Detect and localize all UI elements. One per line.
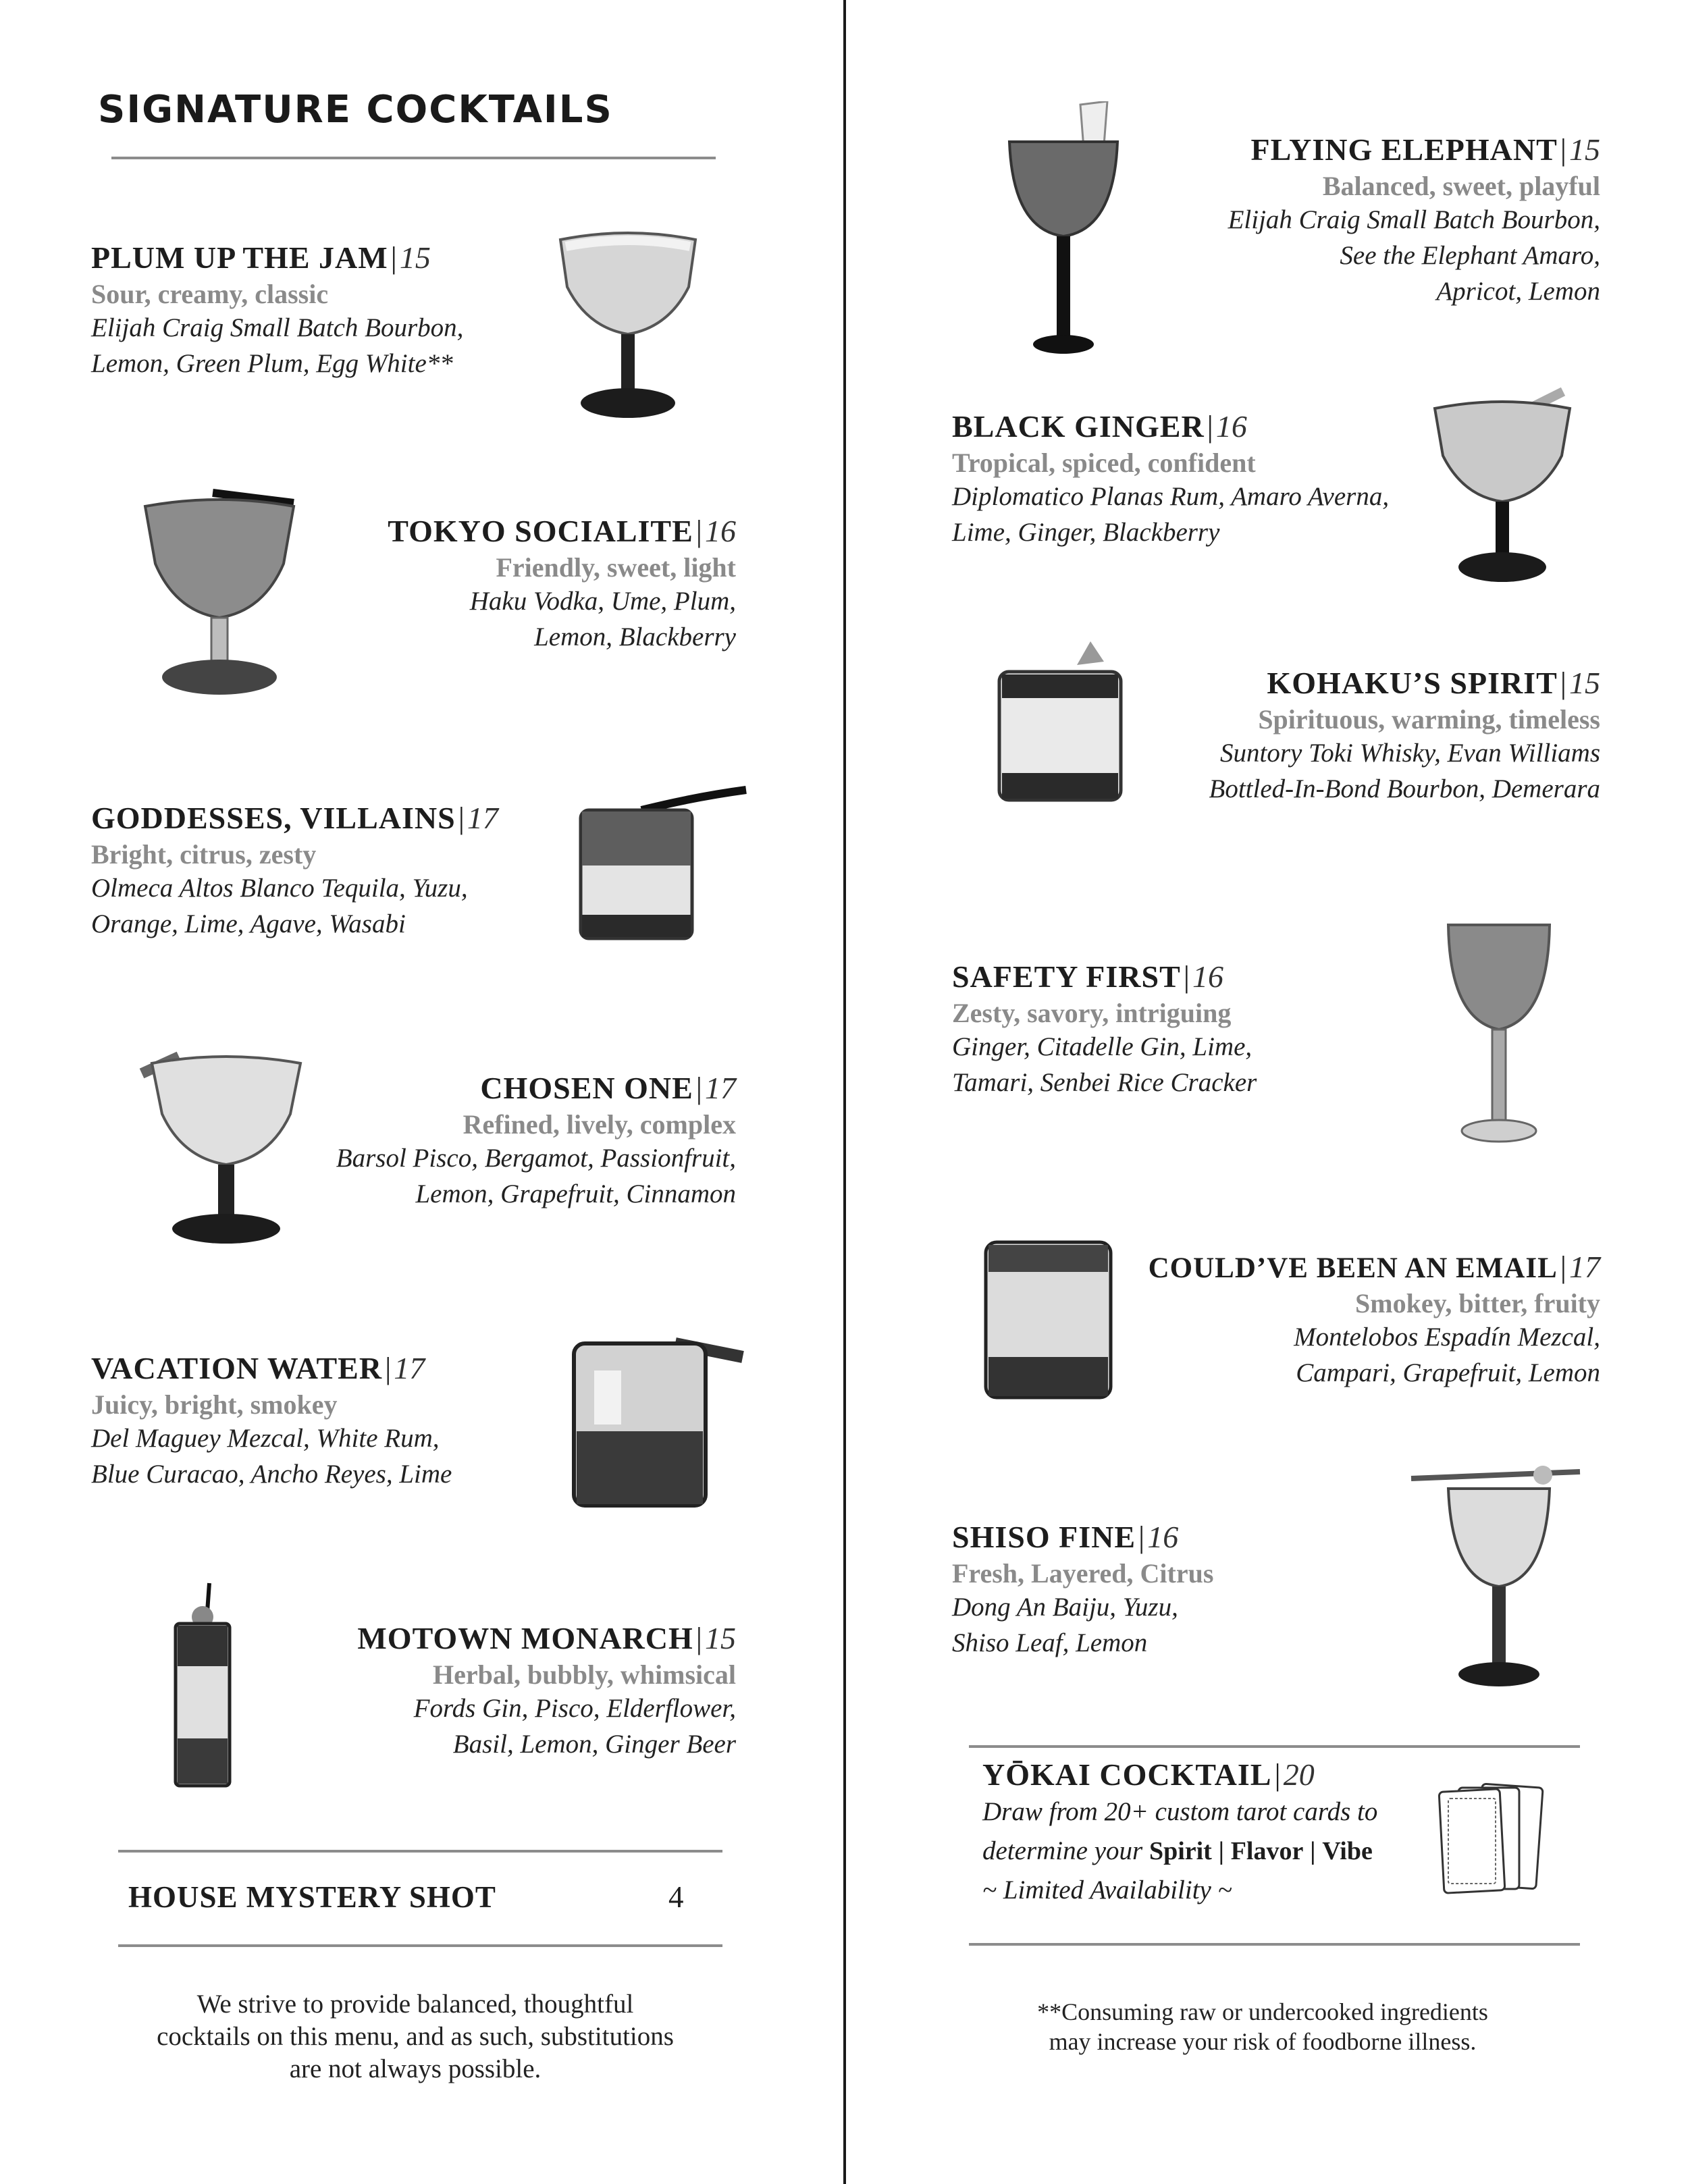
cocktail-flavor: Refined, lively, complex [463, 1109, 736, 1140]
cocktail-name: YŌKAI COCKTAIL [982, 1757, 1272, 1792]
cocktail-kohakus-spirit [1209, 665, 1600, 807]
price-separator: | [1207, 409, 1213, 444]
wine-glass-illustration [1006, 101, 1128, 358]
cocktail-price: 15 [399, 240, 431, 275]
shot-bottom-rule [118, 1944, 722, 1947]
cocktail-flavor: Zesty, savory, intriguing [952, 998, 1232, 1028]
note-line: may increase your risk of foodborne illness. [1049, 2028, 1477, 2055]
foodborne-illness-note [925, 1997, 1600, 2056]
wine-glass-illustration [1408, 1465, 1583, 1695]
cocktail-ingredients-line: Bottled-In-Bond Bourbon, Demerara [1209, 774, 1600, 803]
cocktail-ingredients-line: Olmeca Altos Blanco Tequila, Yuzu, [91, 874, 468, 903]
cocktail-flavor: Bright, citrus, zesty [91, 839, 317, 870]
cocktail-price: 17 [394, 1351, 425, 1385]
cocktail-name: CHOSEN ONE [480, 1071, 693, 1105]
price-separator: | [1560, 1250, 1566, 1284]
cocktail-ingredients-line: Shiso Leaf, Lemon [952, 1628, 1148, 1657]
cocktail-ingredients-line: Blue Curacao, Ancho Reyes, Lime [91, 1460, 452, 1489]
price-separator: | [1138, 1520, 1145, 1554]
cocktail-name: TOKYO SOCIALITE [388, 514, 693, 548]
cocktail-flying-elephant [1228, 132, 1600, 309]
yokai-top-rule [969, 1745, 1580, 1748]
shot-top-rule [118, 1850, 722, 1853]
cocktail-name: FLYING ELEPHANT [1250, 132, 1558, 167]
cocktail-price: 16 [1215, 409, 1247, 444]
shot-name: HOUSE MYSTERY SHOT [128, 1880, 496, 1914]
cocktail-flavor: Smokey, bitter, fruity [1355, 1288, 1600, 1319]
price-separator: | [1560, 666, 1566, 700]
cocktail-safety-first [952, 959, 1257, 1100]
yokai-availability: ~ Limited Availability ~ [982, 1875, 1232, 1905]
cocktail-price: 15 [1569, 666, 1600, 700]
cocktail-motown-monarch [357, 1620, 736, 1762]
cocktail-price: 16 [1147, 1520, 1179, 1554]
cocktail-ingredients-line: Elijah Craig Small Batch Bourbon, [91, 313, 464, 342]
cocktail-price: 17 [1569, 1250, 1600, 1284]
cocktail-name: SAFETY FIRST [952, 959, 1181, 994]
yokai-bar: | [1218, 1837, 1224, 1865]
cocktail-ingredients-line: Apricot, Lemon [1436, 277, 1600, 306]
cocktail-flavor: Balanced, sweet, playful [1322, 171, 1600, 201]
cocktail-price: 16 [705, 514, 736, 548]
price-separator: | [385, 1351, 392, 1385]
cocktail-ingredients-line: Dong An Baiju, Yuzu, [952, 1593, 1178, 1622]
cocktail-price: 15 [1569, 132, 1600, 167]
cocktail-ingredients-line: See the Elephant Amaro, [1340, 241, 1600, 270]
cocktail-flavor: Friendly, sweet, light [496, 552, 736, 583]
note-line: **Consuming raw or undercooked ingredients [1037, 1998, 1488, 2025]
yokai-description-line [982, 1832, 1377, 1871]
cocktail-shiso-fine [952, 1519, 1213, 1661]
price-separator: | [695, 1071, 702, 1105]
coupe-glass-illustration [138, 476, 300, 699]
cocktail-flavor: Herbal, bubbly, whimsical [433, 1659, 736, 1690]
cocktail-price: 15 [705, 1621, 736, 1655]
note-line: are not always possible. [289, 2054, 542, 2083]
column-divider [843, 0, 846, 2184]
cocktail-price: 17 [467, 801, 498, 835]
price-separator: | [390, 240, 397, 275]
yokai-cocktail [982, 1757, 1377, 1910]
highball-glass-illustration [172, 1576, 253, 1792]
yokai-vibe: Vibe [1322, 1837, 1373, 1865]
cocktail-chosen-one [336, 1070, 736, 1212]
cocktail-ingredients-line: Diplomatico Planas Rum, Amaro Averna, [952, 482, 1390, 511]
cocktail-ingredients-line: Lime, Ginger, Blackberry [952, 518, 1220, 547]
yokai-spirit: Spirit [1149, 1837, 1212, 1865]
cocktail-ingredients-line: Campari, Grapefruit, Lemon [1296, 1358, 1600, 1387]
price-separator: | [1274, 1757, 1281, 1792]
cocktail-name: VACATION WATER [91, 1351, 383, 1385]
cocktail-ingredients-line: Elijah Craig Small Batch Bourbon, [1228, 205, 1600, 234]
cocktail-couldve-been-an-email [1149, 1249, 1600, 1391]
cocktail-ingredients-line: Barsol Pisco, Bergamot, Passionfruit, [336, 1144, 736, 1173]
yokai-flavor: Flavor [1230, 1837, 1304, 1865]
yokai-bottom-rule [969, 1943, 1580, 1946]
cocktail-name: MOTOWN MONARCH [357, 1621, 693, 1655]
coupe-glass-illustration [138, 1033, 307, 1249]
wine-glass-illustration [1442, 911, 1556, 1148]
yokai-bar: | [1310, 1837, 1316, 1865]
price-separator: | [695, 514, 702, 548]
shot-price: 4 [668, 1880, 684, 1914]
coupe-glass-illustration [1428, 381, 1577, 587]
cocktail-ingredients-line: Basil, Lemon, Ginger Beer [452, 1730, 736, 1759]
cocktail-price: 16 [1192, 959, 1223, 994]
cocktail-plum-up-the-jam [91, 240, 463, 381]
price-separator: | [1560, 132, 1566, 167]
note-line: cocktails on this menu, and as such, substitutions [157, 2022, 674, 2051]
price-separator: | [458, 801, 465, 835]
cocktail-ingredients-line: Lemon, Grapefruit, Cinnamon [415, 1179, 736, 1208]
cocktail-black-ginger [952, 408, 1389, 550]
cocktail-flavor: Tropical, spiced, confident [952, 448, 1256, 478]
cocktail-ingredients-line: Lemon, Blackberry [534, 622, 736, 651]
rocks-glass-illustration [574, 783, 756, 945]
cocktail-ingredients-line: Ginger, Citadelle Gin, Lime, [952, 1032, 1252, 1061]
rocks-glass-illustration [982, 1235, 1117, 1404]
price-separator: | [1183, 959, 1190, 994]
tarot-cards-icon [1438, 1782, 1546, 1897]
cocktail-ingredients-line: Suntory Toki Whisky, Evan Williams [1220, 739, 1600, 768]
yokai-description-line: Draw from 20+ custom tarot cards to [982, 1797, 1378, 1826]
menu-title: SIGNATURE COCKTAILS [98, 88, 613, 132]
rocks-glass-illustration [567, 1330, 749, 1512]
cocktail-ingredients-line: Haku Vodka, Ume, Plum, [469, 587, 736, 616]
cocktail-name: COULD’VE BEEN AN EMAIL [1148, 1252, 1558, 1284]
title-rule [111, 157, 716, 159]
cocktail-ingredients-line: Montelobos Espadín Mezcal, [1294, 1323, 1600, 1352]
note-line: We strive to provide balanced, thoughtful [196, 1990, 634, 2019]
yokai-prefix: determine your [982, 1836, 1143, 1865]
cocktail-name: SHISO FINE [952, 1520, 1136, 1554]
cocktail-flavor: Sour, creamy, classic [91, 279, 329, 309]
rocks-glass-illustration [996, 638, 1131, 807]
cocktail-flavor: Juicy, bright, smokey [91, 1389, 338, 1420]
cocktail-goddesses-villains [91, 800, 498, 942]
cocktail-ingredients-line: Tamari, Senbei Rice Cracker [952, 1068, 1257, 1097]
cocktail-ingredients-line: Del Maguey Mezcal, White Rum, [91, 1424, 440, 1453]
coupe-glass-illustration [554, 226, 702, 422]
cocktail-name: PLUM UP THE JAM [91, 240, 388, 275]
cocktail-ingredients-line: Orange, Lime, Agave, Wasabi [91, 909, 406, 938]
substitution-note [81, 1988, 749, 2085]
cocktail-price: 17 [705, 1071, 736, 1105]
cocktail-price: 20 [1283, 1757, 1315, 1792]
cocktail-name: BLACK GINGER [952, 409, 1205, 444]
cocktail-name: GODDESSES, VILLAINS [91, 801, 456, 835]
cocktail-name: KOHAKU’S SPIRIT [1267, 666, 1558, 700]
price-separator: | [695, 1621, 702, 1655]
cocktail-ingredients-line: Lemon, Green Plum, Egg White** [91, 349, 453, 378]
cocktail-ingredients-line: Fords Gin, Pisco, Elderflower, [413, 1694, 736, 1723]
cocktail-vacation-water [91, 1350, 452, 1492]
cocktail-flavor: Spirituous, warming, timeless [1258, 704, 1600, 735]
cocktail-tokyo-socialite [388, 513, 736, 655]
cocktail-flavor: Fresh, Layered, Citrus [952, 1558, 1214, 1589]
